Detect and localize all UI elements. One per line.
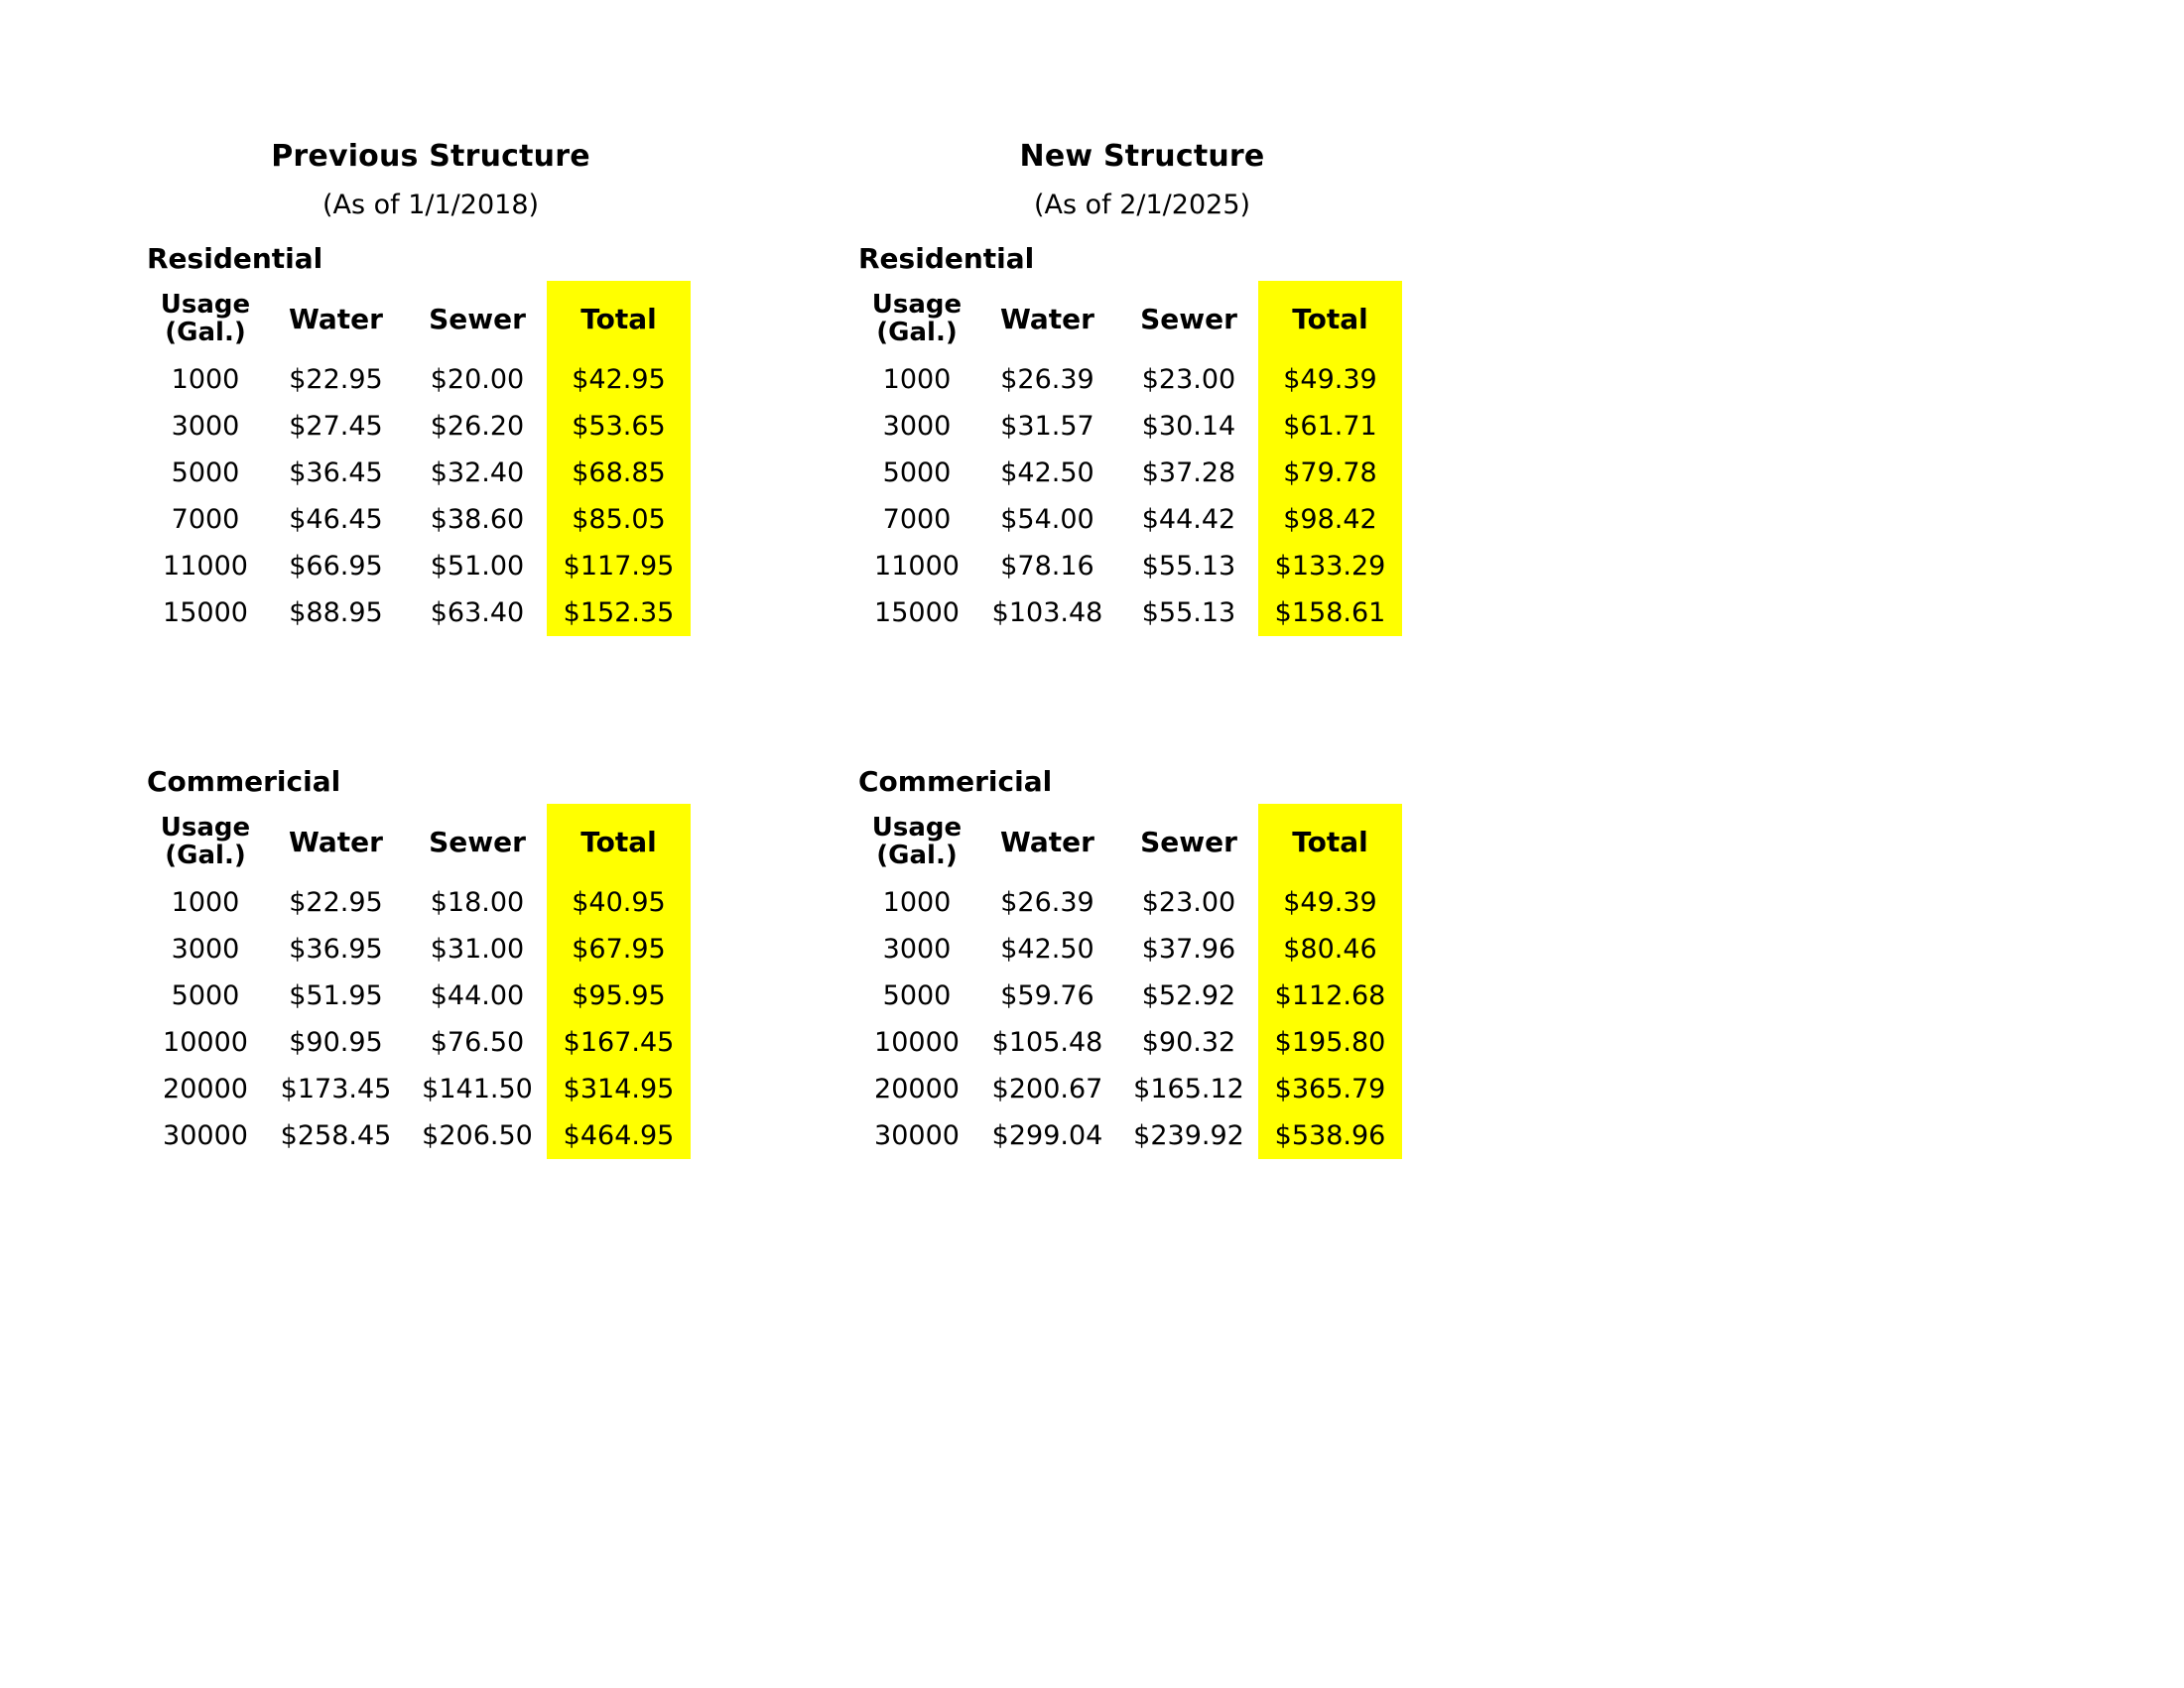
- cell-total: $314.95: [547, 1066, 691, 1112]
- column-header-usage: Usage (Gal.): [871, 289, 963, 347]
- table-row: [147, 1112, 691, 1159]
- cell-water: $105.48: [991, 1027, 1103, 1058]
- column-header-water: Water: [289, 825, 383, 858]
- table-header-row: [858, 281, 1402, 356]
- table-row: [858, 450, 1402, 496]
- cell-sewer: $90.32: [1141, 1027, 1236, 1058]
- cell-usage: 5000: [882, 980, 952, 1011]
- table-header-row: [147, 804, 691, 879]
- table-row: [858, 356, 1402, 403]
- column-header-sewer: Sewer: [1140, 302, 1237, 335]
- table-row: [147, 926, 691, 973]
- cell-usage: 7000: [882, 504, 952, 535]
- cell-usage: 15000: [163, 597, 248, 628]
- cell-total: $67.95: [547, 926, 691, 973]
- previous-structure-title: Previous Structure: [271, 139, 590, 174]
- column-header-total: Total: [1258, 281, 1402, 356]
- cell-usage: 3000: [882, 934, 952, 965]
- previous-commercial-table: [147, 804, 691, 1159]
- table-row: [858, 403, 1402, 450]
- cell-water: $31.57: [1000, 411, 1094, 442]
- cell-usage: 5000: [171, 457, 240, 488]
- cell-sewer: $55.13: [1141, 597, 1236, 628]
- cell-usage: 3000: [171, 411, 240, 442]
- cell-sewer: $37.28: [1141, 457, 1236, 488]
- cell-sewer: $31.00: [430, 934, 525, 965]
- column-header-total: Total: [547, 804, 691, 879]
- cell-total: $68.85: [547, 450, 691, 496]
- cell-water: $66.95: [289, 551, 383, 582]
- cell-sewer: $239.92: [1133, 1120, 1244, 1151]
- cell-total: $112.68: [1258, 973, 1402, 1019]
- table-row: [147, 403, 691, 450]
- cell-water: $173.45: [280, 1074, 392, 1104]
- cell-water: $258.45: [280, 1120, 392, 1151]
- cell-total: $79.78: [1258, 450, 1402, 496]
- cell-usage: 1000: [171, 364, 240, 395]
- cell-usage: 5000: [882, 457, 952, 488]
- cell-sewer: $44.00: [430, 980, 525, 1011]
- cell-sewer: $23.00: [1141, 364, 1236, 395]
- cell-usage: 30000: [163, 1120, 248, 1151]
- table-row: [858, 1019, 1402, 1066]
- cell-sewer: $52.92: [1141, 980, 1236, 1011]
- cell-water: $59.76: [1000, 980, 1094, 1011]
- cell-water: $27.45: [289, 411, 383, 442]
- cell-usage: 11000: [163, 551, 248, 582]
- cell-usage: 5000: [171, 980, 240, 1011]
- cell-water: $200.67: [991, 1074, 1103, 1104]
- cell-sewer: $165.12: [1133, 1074, 1244, 1104]
- table-row: [858, 589, 1402, 636]
- cell-usage: 30000: [874, 1120, 960, 1151]
- column-header-usage: Usage (Gal.): [871, 812, 963, 870]
- cell-water: $26.39: [1000, 887, 1094, 918]
- table-row: [147, 879, 691, 926]
- table-row: [147, 589, 691, 636]
- previous-commercial-label: Commericial: [147, 765, 341, 798]
- new-commercial-label: Commericial: [858, 765, 1053, 798]
- cell-total: $42.95: [547, 356, 691, 403]
- cell-total: $95.95: [547, 973, 691, 1019]
- column-header-usage: Usage (Gal.): [160, 812, 251, 870]
- new-structure-subtitle: (As of 2/1/2025): [1033, 190, 1251, 220]
- table-row: [147, 1066, 691, 1112]
- cell-sewer: $26.20: [430, 411, 525, 442]
- section-spacer: [147, 636, 714, 743]
- cell-usage: 3000: [171, 934, 240, 965]
- table-header-row: [858, 804, 1402, 879]
- cell-total: $195.80: [1258, 1019, 1402, 1066]
- cell-total: $85.05: [547, 496, 691, 543]
- cell-total: $98.42: [1258, 496, 1402, 543]
- cell-sewer: $20.00: [430, 364, 525, 395]
- column-header-sewer: Sewer: [429, 302, 526, 335]
- cell-total: $49.39: [1258, 879, 1402, 926]
- cell-total: $80.46: [1258, 926, 1402, 973]
- cell-water: $22.95: [289, 364, 383, 395]
- cell-water: $54.00: [1000, 504, 1094, 535]
- table-row: [147, 973, 691, 1019]
- section-spacer: [858, 636, 1426, 743]
- new-residential-label: Residential: [858, 242, 1035, 275]
- cell-water: $46.45: [289, 504, 383, 535]
- new-commercial-table: [858, 804, 1402, 1159]
- table-row: [858, 1066, 1402, 1112]
- column-header-sewer: Sewer: [429, 825, 526, 858]
- cell-sewer: $38.60: [430, 504, 525, 535]
- table-row: [147, 450, 691, 496]
- cell-water: $103.48: [991, 597, 1103, 628]
- new-structure-column: [858, 139, 1426, 1159]
- cell-usage: 20000: [874, 1074, 960, 1104]
- cell-sewer: $206.50: [422, 1120, 533, 1151]
- cell-total: $152.35: [547, 589, 691, 636]
- cell-usage: 3000: [882, 411, 952, 442]
- column-header-sewer: Sewer: [1140, 825, 1237, 858]
- cell-water: $299.04: [991, 1120, 1103, 1151]
- cell-water: $88.95: [289, 597, 383, 628]
- cell-usage: 15000: [874, 597, 960, 628]
- cell-usage: 11000: [874, 551, 960, 582]
- cell-total: $133.29: [1258, 543, 1402, 589]
- cell-water: $36.95: [289, 934, 383, 965]
- cell-total: $464.95: [547, 1112, 691, 1159]
- table-row: [858, 973, 1402, 1019]
- cell-sewer: $37.96: [1141, 934, 1236, 965]
- cell-sewer: $51.00: [430, 551, 525, 582]
- cell-total: $167.45: [547, 1019, 691, 1066]
- table-row: [858, 1112, 1402, 1159]
- cell-sewer: $23.00: [1141, 887, 1236, 918]
- cell-total: $49.39: [1258, 356, 1402, 403]
- cell-total: $40.95: [547, 879, 691, 926]
- cell-usage: 7000: [171, 504, 240, 535]
- cell-water: $36.45: [289, 457, 383, 488]
- table-row: [147, 543, 691, 589]
- cell-total: $53.65: [547, 403, 691, 450]
- table-row: [147, 1019, 691, 1066]
- cell-usage: 10000: [163, 1027, 248, 1058]
- cell-usage: 10000: [874, 1027, 960, 1058]
- cell-water: $90.95: [289, 1027, 383, 1058]
- new-residential-table: [858, 281, 1402, 636]
- new-structure-title: New Structure: [1019, 139, 1265, 174]
- table-row: [147, 496, 691, 543]
- table-row: [858, 926, 1402, 973]
- previous-structure-subtitle: (As of 1/1/2018): [321, 190, 540, 220]
- cell-sewer: $32.40: [430, 457, 525, 488]
- column-header-total: Total: [547, 281, 691, 356]
- cell-usage: 1000: [882, 887, 952, 918]
- cell-sewer: $18.00: [430, 887, 525, 918]
- previous-structure-column: [147, 139, 714, 1159]
- column-header-water: Water: [1000, 302, 1094, 335]
- cell-usage: 20000: [163, 1074, 248, 1104]
- table-header-row: [147, 281, 691, 356]
- cell-sewer: $44.42: [1141, 504, 1236, 535]
- cell-water: $22.95: [289, 887, 383, 918]
- cell-total: $365.79: [1258, 1066, 1402, 1112]
- cell-total: $61.71: [1258, 403, 1402, 450]
- cell-total: $117.95: [547, 543, 691, 589]
- column-header-water: Water: [1000, 825, 1094, 858]
- table-row: [858, 496, 1402, 543]
- column-header-usage: Usage (Gal.): [160, 289, 251, 347]
- cell-sewer: $63.40: [430, 597, 525, 628]
- cell-sewer: $141.50: [422, 1074, 533, 1104]
- table-row: [147, 356, 691, 403]
- cell-water: $51.95: [289, 980, 383, 1011]
- cell-usage: 1000: [171, 887, 240, 918]
- cell-water: $78.16: [1000, 551, 1094, 582]
- cell-water: $42.50: [1000, 457, 1094, 488]
- cell-total: $158.61: [1258, 589, 1402, 636]
- cell-usage: 1000: [882, 364, 952, 395]
- cell-sewer: $76.50: [430, 1027, 525, 1058]
- column-header-total: Total: [1258, 804, 1402, 879]
- previous-residential-label: Residential: [147, 242, 323, 275]
- table-row: [858, 543, 1402, 589]
- table-row: [858, 879, 1402, 926]
- previous-residential-table: [147, 281, 691, 636]
- cell-sewer: $55.13: [1141, 551, 1236, 582]
- column-header-water: Water: [289, 302, 383, 335]
- cell-sewer: $30.14: [1141, 411, 1236, 442]
- cell-water: $42.50: [1000, 934, 1094, 965]
- cell-water: $26.39: [1000, 364, 1094, 395]
- cell-total: $538.96: [1258, 1112, 1402, 1159]
